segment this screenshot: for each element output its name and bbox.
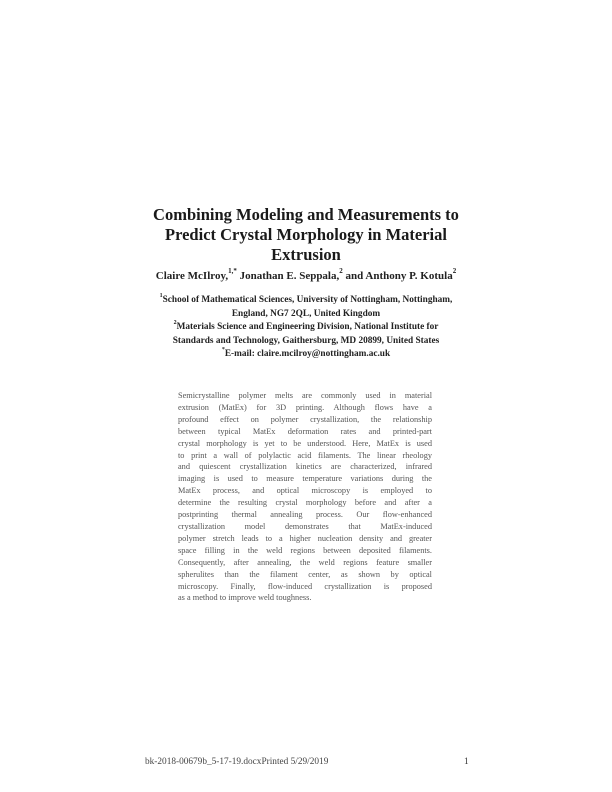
abstract-line: profound effect on polymer crystallization, the relationship [178,414,432,424]
abstract-line: postprinting thermal annealing process. Our flow-enhanced [178,510,432,520]
abstract [178,390,432,604]
abstract-line: spherulites than the filament center, as shown by optical [178,569,432,579]
footer-file-label: bk-2018-00679b_5-17-19.docxPrinted 5/29/2019 [145,757,329,767]
abstract-line: and quiescent crystallization kinetics are characterized, infrared [178,462,432,472]
author-name: Claire McIlroy, [155,270,229,282]
abstract-line: microscopy. Finally, flow-induced crystallization is proposed [178,581,432,591]
abstract-line: imaging is used to measure temperature variations during the [178,474,432,484]
affiliation-line [0,294,612,308]
corresponding-author-marker: * [221,347,225,354]
affiliation-line [0,335,612,349]
affiliations [0,294,612,362]
page-number: 1 [464,757,469,767]
affiliation-text: Standards and Technology, Gaithersburg, MD 20899, United States [172,335,440,346]
title-line: Combining Modeling and Measurements to [153,205,459,224]
author-name: Jonathan E. Seppala, [239,270,340,282]
affiliation-line [0,321,612,335]
author-affiliation-marker: 1,* [228,267,237,276]
abstract-line: MatEx process, and optical microscopy is employed to [178,486,432,496]
abstract-line: Consequently, after annealing, the weld regions feature smaller [178,557,432,567]
affiliation-marker: 1 [159,292,163,299]
abstract-line: between typical MatEx deformation rates and printed-part [178,426,432,436]
author-affiliation-marker: 2 [339,267,343,276]
title-line: Extrusion [271,245,341,264]
abstract-line: to print a wall of polylactic acid filaments. The linear rheology [178,450,432,460]
abstract-line: Semicrystalline polymer melts are commonly used in material [178,391,432,400]
paper-title [0,205,612,265]
affiliation-text: Materials Science and Engineering Division, National Institute for [176,322,439,333]
affiliation-marker: 2 [173,320,177,327]
abstract-line: polymer stretch leads to a higher nucleation density and greater [178,533,432,543]
contact-email: E-mail: claire.mcilroy@nottingham.ac.uk [224,349,391,360]
contact-email-line [0,348,612,362]
abstract-line: extrusion (MatEx) for 3D printing. Although flows have a [178,402,432,412]
abstract-line: crystal morphology is yet to be understood. Here, MatEx is used [178,438,432,448]
author-affiliation-marker: 2 [452,267,457,276]
abstract-line: crystallization model demonstrates that MatEx-induced [178,521,432,531]
abstract-line: determine the resulting crystal morphology before and after a [178,498,432,508]
affiliation-text: England, NG7 2QL, United Kingdom [231,308,381,319]
abstract-line: space filling in the weld regions between deposited filaments. [178,545,432,555]
title-line: Predict Crystal Morphology in Material [165,225,447,244]
affiliation-text: School of Mathematical Sciences, University of Nottingham, Nottingham, [162,295,453,305]
author-name: and Anthony P. Kotula [345,270,453,282]
author-list [0,269,612,283]
abstract-line: as a method to improve weld toughness. [178,593,312,603]
affiliation-line [0,308,612,322]
